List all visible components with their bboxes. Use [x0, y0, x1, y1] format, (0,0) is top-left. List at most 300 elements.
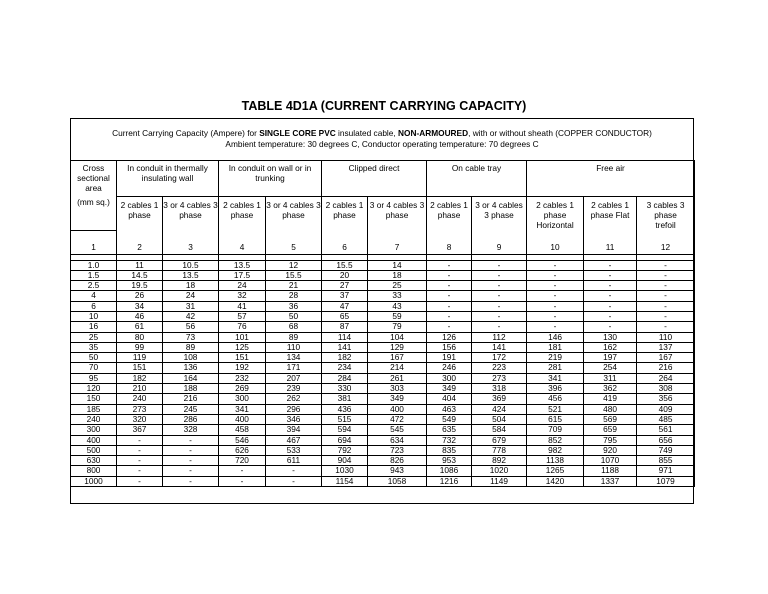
capacity-cell: 20 — [322, 270, 368, 280]
capacity-cell: 24 — [219, 281, 266, 291]
capacity-cell: - — [117, 456, 163, 466]
header-cross-section-label: Cross sectional area — [77, 163, 110, 193]
description-line-2: Ambient temperature: 30 degrees C, Conductor operating temperature: 70 degrees C — [225, 139, 539, 149]
cross-section-cell: 300 — [71, 425, 117, 435]
capacity-cell: - — [472, 281, 527, 291]
capacity-cell: 749 — [637, 445, 695, 455]
capacity-cell: 43 — [368, 301, 427, 311]
capacity-cell: 125 — [219, 342, 266, 352]
cross-section-cell: 150 — [71, 394, 117, 404]
cross-section-cell: 1000 — [71, 476, 117, 486]
capacity-cell: - — [584, 260, 637, 270]
capacity-cell: 216 — [637, 363, 695, 373]
capacity-cell: 311 — [584, 373, 637, 383]
capacity-cell: 164 — [163, 373, 219, 383]
capacity-cell: 18 — [163, 281, 219, 291]
capacity-cell: - — [584, 270, 637, 280]
capacity-cell: 286 — [163, 414, 219, 424]
capacity-cell: - — [584, 301, 637, 311]
cross-section-cell: 500 — [71, 445, 117, 455]
capacity-cell: 1020 — [472, 466, 527, 476]
capacity-cell: 13.5 — [219, 260, 266, 270]
header-group-free-air: Free air — [527, 161, 695, 197]
header-group-cable-tray: On cable tray — [427, 161, 527, 197]
capacity-cell: 778 — [472, 445, 527, 455]
capacity-cell: - — [427, 291, 472, 301]
capacity-cell: - — [163, 445, 219, 455]
capacity-cell: - — [163, 466, 219, 476]
capacity-cell: 269 — [219, 384, 266, 394]
description-mid: insulated cable, — [335, 128, 399, 138]
capacity-cell: 134 — [266, 353, 322, 363]
table-row — [71, 363, 695, 373]
capacity-cell: 108 — [163, 353, 219, 363]
cross-section-cell: 800 — [71, 466, 117, 476]
capacity-cell: 137 — [637, 342, 695, 352]
capacity-cell: - — [584, 311, 637, 321]
capacity-cell: 214 — [368, 363, 427, 373]
cross-section-cell: 1.5 — [71, 270, 117, 280]
capacity-cell: 21 — [266, 281, 322, 291]
capacity-cell: 635 — [427, 425, 472, 435]
capacity-cell: 167 — [637, 353, 695, 363]
capacity-cell: 141 — [322, 342, 368, 352]
table-row — [71, 466, 695, 476]
capacity-cell: - — [427, 260, 472, 270]
capacity-cell: 210 — [117, 384, 163, 394]
table-row — [71, 456, 695, 466]
table-row — [71, 435, 695, 445]
capacity-cell: 569 — [584, 414, 637, 424]
capacity-cell: 15.5 — [266, 270, 322, 280]
column-number: 10 — [527, 230, 584, 254]
capacity-cell: 47 — [322, 301, 368, 311]
capacity-cell: 732 — [427, 435, 472, 445]
cross-section-cell: 185 — [71, 404, 117, 414]
capacity-cell: 24 — [163, 291, 219, 301]
capacity-cell: - — [527, 270, 584, 280]
capacity-cell: 65 — [322, 311, 368, 321]
capacity-cell: 36 — [266, 301, 322, 311]
table-row — [71, 445, 695, 455]
description-line-1 — [71, 128, 693, 139]
capacity-cell: - — [266, 476, 322, 486]
capacity-cell: 87 — [322, 322, 368, 332]
capacity-cell: 720 — [219, 456, 266, 466]
capacity-cell: 400 — [368, 404, 427, 414]
table-description — [71, 128, 693, 150]
header-row-groups — [71, 161, 695, 197]
capacity-cell: 181 — [527, 342, 584, 352]
capacity-cell: 34 — [117, 301, 163, 311]
subheader: 2 cables 1 phase — [117, 197, 163, 231]
capacity-cell: 561 — [637, 425, 695, 435]
capacity-cell: - — [527, 291, 584, 301]
capacity-cell: 26 — [117, 291, 163, 301]
table-row — [71, 322, 695, 332]
capacity-cell: - — [219, 476, 266, 486]
capacity-cell: 1086 — [427, 466, 472, 476]
capacity-cell: 472 — [368, 414, 427, 424]
capacity-cell: - — [163, 476, 219, 486]
capacity-cell: - — [219, 466, 266, 476]
capacity-cell: 362 — [584, 384, 637, 394]
subheader: 2 cables 1 phase — [219, 197, 266, 231]
capacity-cell: - — [637, 270, 695, 280]
subheader: 2 cables 1 phase Horizontal — [527, 197, 584, 231]
capacity-cell: 409 — [637, 404, 695, 414]
capacity-cell: 436 — [322, 404, 368, 414]
capacity-cell: 136 — [163, 363, 219, 373]
cross-section-cell: 25 — [71, 332, 117, 342]
capacity-cell: 533 — [266, 445, 322, 455]
capacity-cell: - — [527, 301, 584, 311]
capacity-cell: - — [472, 260, 527, 270]
capacity-cell: 1420 — [527, 476, 584, 486]
capacity-cell: 101 — [219, 332, 266, 342]
column-number: 5 — [266, 230, 322, 254]
capacity-cell: - — [472, 322, 527, 332]
capacity-cell: 1058 — [368, 476, 427, 486]
capacity-cell: - — [584, 281, 637, 291]
capacity-cell: 1030 — [322, 466, 368, 476]
capacity-cell: 328 — [163, 425, 219, 435]
capacity-cell: 31 — [163, 301, 219, 311]
capacity-cell: 73 — [163, 332, 219, 342]
capacity-cell: 318 — [472, 384, 527, 394]
capacity-cell: - — [472, 301, 527, 311]
capacity-cell: 300 — [219, 394, 266, 404]
header-cross-section-unit: (mm sq.) — [77, 197, 110, 207]
capacity-cell: 245 — [163, 404, 219, 414]
table-row — [71, 384, 695, 394]
capacity-cell: 982 — [527, 445, 584, 455]
column-number: 4 — [219, 230, 266, 254]
capacity-cell: 240 — [117, 394, 163, 404]
capacity-cell: 18 — [368, 270, 427, 280]
capacity-cell: 485 — [637, 414, 695, 424]
capacity-cell: 611 — [266, 456, 322, 466]
capacity-cell: - — [584, 322, 637, 332]
capacity-cell: 110 — [266, 342, 322, 352]
subheader: 2 cables 1 phase Flat — [584, 197, 637, 231]
capacity-cell: 114 — [322, 332, 368, 342]
capacity-cell: 27 — [322, 281, 368, 291]
capacity-cell: 42 — [163, 311, 219, 321]
capacity-cell: - — [117, 445, 163, 455]
capacity-cell: 723 — [368, 445, 427, 455]
capacity-cell: 99 — [117, 342, 163, 352]
capacity-cell: 424 — [472, 404, 527, 414]
capacity-cell: 162 — [584, 342, 637, 352]
capacity-cell: - — [472, 291, 527, 301]
capacity-cell: 943 — [368, 466, 427, 476]
capacity-cell: 192 — [219, 363, 266, 373]
capacity-cell: 246 — [427, 363, 472, 373]
cross-section-cell: 630 — [71, 456, 117, 466]
capacity-cell: 852 — [527, 435, 584, 445]
column-number: 11 — [584, 230, 637, 254]
capacity-cell: 14 — [368, 260, 427, 270]
capacity-cell: 197 — [584, 353, 637, 363]
capacity-cell: 239 — [266, 384, 322, 394]
cross-section-cell: 4 — [71, 291, 117, 301]
capacity-cell: 634 — [368, 435, 427, 445]
capacity-cell: 615 — [527, 414, 584, 424]
capacity-cell: 467 — [266, 435, 322, 445]
cross-section-cell: 1.0 — [71, 260, 117, 270]
capacity-cell: - — [427, 322, 472, 332]
capacity-cell: 904 — [322, 456, 368, 466]
column-number: 1 — [71, 230, 117, 254]
table-row — [71, 332, 695, 342]
capacity-cell: 33 — [368, 291, 427, 301]
capacity-cell: - — [637, 301, 695, 311]
capacity-cell: 1138 — [527, 456, 584, 466]
capacity-cell: 126 — [427, 332, 472, 342]
table-row — [71, 270, 695, 280]
capacity-cell: 1337 — [584, 476, 637, 486]
capacity-cell: 356 — [637, 394, 695, 404]
capacity-cell: 41 — [219, 301, 266, 311]
capacity-cell: 1265 — [527, 466, 584, 476]
header-row-column-numbers — [71, 230, 695, 254]
capacity-cell: 1149 — [472, 476, 527, 486]
cross-section-cell: 240 — [71, 414, 117, 424]
capacity-cell: 141 — [472, 342, 527, 352]
capacity-cell: 89 — [163, 342, 219, 352]
description-armour: NON-ARMOURED — [398, 128, 469, 138]
capacity-cell: 207 — [266, 373, 322, 383]
capacity-cell: - — [117, 476, 163, 486]
capacity-cell: 56 — [163, 322, 219, 332]
capacity-cell: 191 — [427, 353, 472, 363]
capacity-cell: 79 — [368, 322, 427, 332]
capacity-cell: - — [266, 466, 322, 476]
capacity-cell: 188 — [163, 384, 219, 394]
capacity-cell: 404 — [427, 394, 472, 404]
capacity-cell: 656 — [637, 435, 695, 445]
capacity-cell: 182 — [117, 373, 163, 383]
capacity-cell: - — [472, 270, 527, 280]
capacity-cell: 349 — [368, 394, 427, 404]
capacity-cell: 130 — [584, 332, 637, 342]
capacity-cell: 1154 — [322, 476, 368, 486]
capacity-cell: 12 — [266, 260, 322, 270]
capacity-cell: 709 — [527, 425, 584, 435]
table-title: TABLE 4D1A (CURRENT CARRYING CAPACITY) — [241, 99, 527, 113]
capacity-cell: 396 — [527, 384, 584, 394]
table-row — [71, 476, 695, 486]
capacity-cell: 46 — [117, 311, 163, 321]
capacity-cell: 262 — [266, 394, 322, 404]
capacity-cell: 14.5 — [117, 270, 163, 280]
capacity-cell: 341 — [527, 373, 584, 383]
capacity-cell: - — [117, 435, 163, 445]
capacity-cell: 694 — [322, 435, 368, 445]
capacity-cell: - — [163, 435, 219, 445]
capacity-cell: 504 — [472, 414, 527, 424]
capacity-cell: 1079 — [637, 476, 695, 486]
capacity-cell: 400 — [219, 414, 266, 424]
capacity-cell: 835 — [427, 445, 472, 455]
capacity-cell: 549 — [427, 414, 472, 424]
capacity-cell: - — [637, 311, 695, 321]
subheader: 3 or 4 cables 3 phase — [266, 197, 322, 231]
capacity-cell: - — [163, 456, 219, 466]
capacity-cell: 679 — [472, 435, 527, 445]
capacity-cell: 15.5 — [322, 260, 368, 270]
capacity-cell: 1216 — [427, 476, 472, 486]
capacity-cell: 300 — [427, 373, 472, 383]
capacity-cell: 308 — [637, 384, 695, 394]
capacity-cell: - — [527, 322, 584, 332]
capacity-cell: 349 — [427, 384, 472, 394]
capacity-table — [70, 160, 695, 487]
subheader: 2 cables 1 phase — [322, 197, 368, 231]
capacity-cell: 341 — [219, 404, 266, 414]
capacity-cell: 232 — [219, 373, 266, 383]
capacity-cell: - — [427, 311, 472, 321]
description-suffix: , with or without sheath (COPPER CONDUCTOR) — [468, 128, 652, 138]
capacity-cell: 971 — [637, 466, 695, 476]
capacity-cell: - — [527, 311, 584, 321]
capacity-cell: 264 — [637, 373, 695, 383]
capacity-cell: - — [637, 281, 695, 291]
subheader: 2 cables 1 phase — [427, 197, 472, 231]
column-number: 12 — [637, 230, 695, 254]
capacity-cell: 146 — [527, 332, 584, 342]
capacity-cell: - — [637, 291, 695, 301]
description-prefix: Current Carrying Capacity (Ampere) for — [112, 128, 260, 138]
cross-section-cell: 50 — [71, 353, 117, 363]
capacity-cell: - — [427, 281, 472, 291]
column-number: 7 — [368, 230, 427, 254]
cross-section-cell: 120 — [71, 384, 117, 394]
header-group-clipped-direct: Clipped direct — [322, 161, 427, 197]
capacity-cell: - — [427, 270, 472, 280]
capacity-cell: 515 — [322, 414, 368, 424]
capacity-cell: 346 — [266, 414, 322, 424]
cross-section-cell: 35 — [71, 342, 117, 352]
cross-section-cell: 6 — [71, 301, 117, 311]
capacity-cell: 76 — [219, 322, 266, 332]
capacity-cell: 112 — [472, 332, 527, 342]
table-row — [71, 353, 695, 363]
capacity-cell: 419 — [584, 394, 637, 404]
header-row-subheaders — [71, 197, 695, 231]
table-row — [71, 291, 695, 301]
capacity-cell: 10.5 — [163, 260, 219, 270]
capacity-cell: 367 — [117, 425, 163, 435]
capacity-cell: 795 — [584, 435, 637, 445]
capacity-cell: 281 — [527, 363, 584, 373]
header-group-thermal-wall: In conduit in thermally insulating wall — [117, 161, 219, 197]
capacity-cell: 920 — [584, 445, 637, 455]
capacity-cell: 381 — [322, 394, 368, 404]
capacity-cell: - — [427, 301, 472, 311]
capacity-cell: - — [637, 322, 695, 332]
capacity-cell: 456 — [527, 394, 584, 404]
capacity-cell: 1188 — [584, 466, 637, 476]
table-row — [71, 342, 695, 352]
capacity-cell: 37 — [322, 291, 368, 301]
cross-section-cell: 70 — [71, 363, 117, 373]
capacity-cell: 659 — [584, 425, 637, 435]
capacity-cell: 792 — [322, 445, 368, 455]
capacity-cell: 545 — [368, 425, 427, 435]
table-row — [71, 281, 695, 291]
capacity-cell: 273 — [117, 404, 163, 414]
capacity-cell: 284 — [322, 373, 368, 383]
capacity-cell: 19.5 — [117, 281, 163, 291]
cross-section-cell: 400 — [71, 435, 117, 445]
capacity-cell: 892 — [472, 456, 527, 466]
cross-section-cell: 95 — [71, 373, 117, 383]
capacity-cell: 119 — [117, 353, 163, 363]
capacity-cell: 254 — [584, 363, 637, 373]
capacity-cell: 216 — [163, 394, 219, 404]
capacity-cell: 223 — [472, 363, 527, 373]
capacity-cell: 584 — [472, 425, 527, 435]
subheader: 3 or 4 cables 3 phase — [163, 197, 219, 231]
table-row — [71, 373, 695, 383]
capacity-cell: 273 — [472, 373, 527, 383]
capacity-cell: - — [584, 291, 637, 301]
capacity-cell: 261 — [368, 373, 427, 383]
capacity-cell: 89 — [266, 332, 322, 342]
capacity-cell: 50 — [266, 311, 322, 321]
capacity-cell: 167 — [368, 353, 427, 363]
capacity-cell: - — [527, 281, 584, 291]
capacity-cell: - — [637, 260, 695, 270]
subheader: 3 or 4 cables 3 phase — [472, 197, 527, 231]
table-row — [71, 260, 695, 270]
capacity-cell: 219 — [527, 353, 584, 363]
capacity-cell: - — [472, 311, 527, 321]
capacity-cell: 104 — [368, 332, 427, 342]
capacity-cell: 80 — [117, 332, 163, 342]
cross-section-cell: 10 — [71, 311, 117, 321]
capacity-cell: 28 — [266, 291, 322, 301]
capacity-cell: 458 — [219, 425, 266, 435]
capacity-cell: 151 — [219, 353, 266, 363]
capacity-cell: 320 — [117, 414, 163, 424]
capacity-cell: 110 — [637, 332, 695, 342]
capacity-cell: 594 — [322, 425, 368, 435]
table-frame — [70, 118, 694, 504]
capacity-cell: 855 — [637, 456, 695, 466]
column-number: 8 — [427, 230, 472, 254]
table-body — [71, 161, 695, 487]
capacity-cell: 826 — [368, 456, 427, 466]
capacity-cell: 296 — [266, 404, 322, 414]
capacity-cell: 172 — [472, 353, 527, 363]
capacity-cell: 156 — [427, 342, 472, 352]
capacity-cell: 626 — [219, 445, 266, 455]
cross-section-cell: 2.5 — [71, 281, 117, 291]
table-row — [71, 404, 695, 414]
capacity-cell: 480 — [584, 404, 637, 414]
capacity-cell: - — [527, 260, 584, 270]
header-group-conduit-wall: In conduit on wall or in trunking — [219, 161, 322, 197]
capacity-cell: 61 — [117, 322, 163, 332]
capacity-cell: 11 — [117, 260, 163, 270]
capacity-cell: 303 — [368, 384, 427, 394]
table-row — [71, 414, 695, 424]
capacity-cell: 13.5 — [163, 270, 219, 280]
header-cross-section — [71, 161, 117, 231]
